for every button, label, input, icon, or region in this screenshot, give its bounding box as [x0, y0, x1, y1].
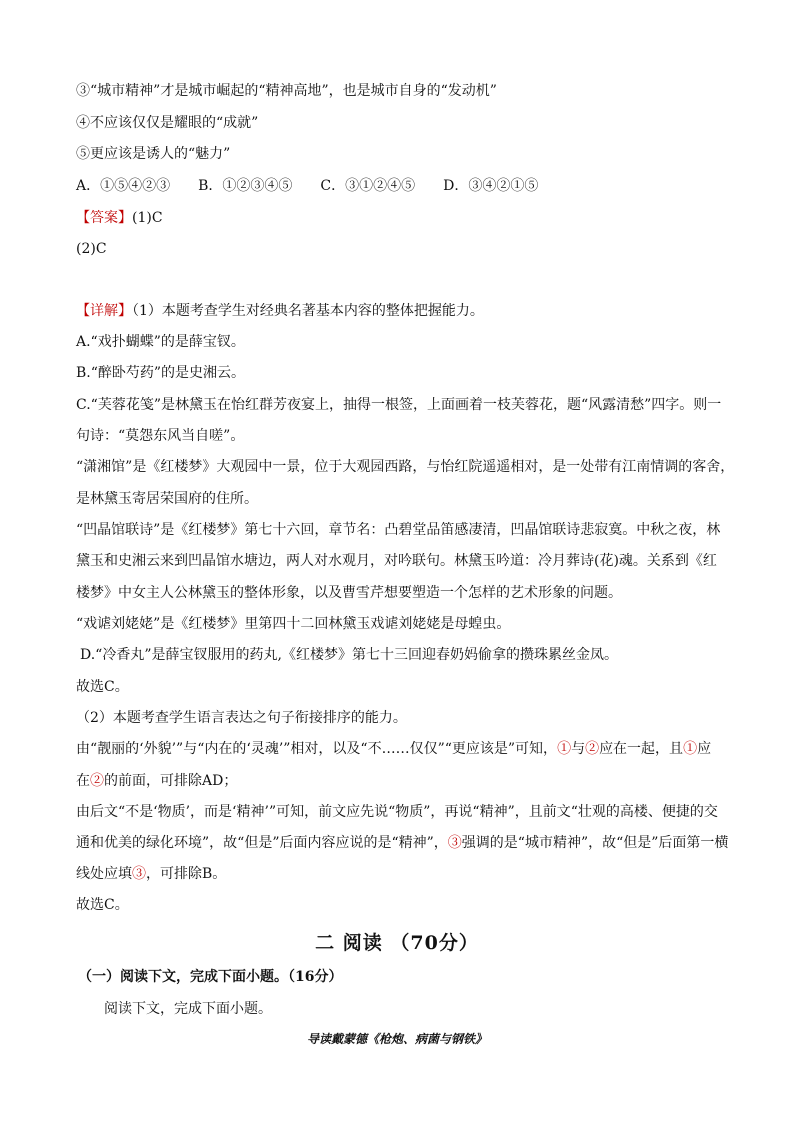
- reason-text: 由“靓丽的‘外貌’”与“内在的‘灵魂’”相对，以及“不……仅仅”“更应该是”可知，: [76, 741, 558, 757]
- option-line-5: ⑤更应该是诱人的“魅力”: [76, 146, 231, 162]
- reason-text: 线处应填: [76, 866, 132, 882]
- xiaoxiang-line1: “潇湘馆”是《红楼梦》大观园中一景，位于大观园西路，与怡红院遥遥相对，是一处带有江南情调的客舍，: [76, 459, 735, 475]
- detail-intro: （1）本题考查学生对经典名著基本内容的整体把握能力。: [132, 303, 484, 319]
- reason-line2: [76, 772, 237, 790]
- answer-label: 【答案】: [76, 210, 132, 226]
- choice-b: B．①②③④⑤: [198, 178, 293, 194]
- reason-line1: [76, 740, 711, 758]
- xiaoxiang-line2: 是林黛玉寄居荣国府的住所。: [76, 491, 258, 507]
- reason-line5: [76, 865, 226, 883]
- answer-2: (2)C: [76, 241, 107, 257]
- aojing-line3: 楼梦》中女主人公林黛玉的整体形象，以及曹雪芹想要塑造一个怎样的艺术形象的问题。: [76, 585, 622, 601]
- detail-label: 【详解】: [76, 303, 132, 319]
- detail-c-line2: 句诗：“莫怨东风当自嗟”。: [76, 428, 245, 444]
- circle-1: ①: [683, 741, 698, 757]
- detail-d: D.“冷香丸”是薛宝钗服用的药丸,《红楼梦》第七十三回迎春奶妈偷拿的攒珠累丝金凤。: [80, 647, 618, 663]
- choice-a: A．①⑤④②③: [76, 178, 171, 194]
- circle-2: ②: [585, 741, 600, 757]
- reason-text: 在: [76, 773, 90, 789]
- reason-text: 强调的是“城市精神”，故“但是”后面第一横: [461, 835, 729, 851]
- aojing-line2: 黛玉和史湘云来到凹晶馆水塘边，两人对水观月，对吟联句。林黛玉吟道：冷月葬诗(花)魂。关系到《红: [76, 553, 717, 569]
- detail-b: B.“醉卧芍药”的是史湘云。: [76, 365, 246, 381]
- xinue-line: “戏谑刘姥姥”是《红楼梦》里第四十二回林黛玉戏谑刘姥姥是母蝗虫。: [76, 616, 511, 632]
- reason-text: 应在一起，且: [599, 741, 684, 757]
- choose-line-1: 故选C。: [76, 679, 129, 695]
- reason-line3: 由后文“不是‘物质’，而是‘精神’”可知，前文应先说“物质”，再说“精神”，且前文“壮观的高楼、便捷的交: [76, 804, 718, 820]
- circle-2: ②: [90, 773, 104, 789]
- circle-3: ③: [447, 835, 462, 851]
- section-heading: 二 阅读 （70分）: [315, 932, 479, 954]
- choice-d: D．③④②①⑤: [443, 178, 539, 194]
- detail-intro-line: [76, 302, 484, 320]
- circle-3: ③: [132, 866, 146, 882]
- reason-text: ，可排除B。: [146, 866, 227, 882]
- answer-line: [76, 209, 163, 227]
- answer-1: (1)C: [132, 210, 163, 226]
- aojing-line1: “凹晶馆联诗”是《红楼梦》第七十六回，章节名：凸碧堂品笛感凄清，凹晶馆联诗悲寂寞。中秋之夜，林: [76, 522, 721, 538]
- reason-text: 应: [697, 741, 712, 757]
- reason-text: 与: [571, 741, 586, 757]
- answer-choices: [76, 177, 538, 195]
- reason-line4: [76, 834, 728, 852]
- detail-c-line1: C.“芙蓉花笺”是林黛玉在怡红群芳夜宴上，抽得一根签，上面画着一枝芙蓉花，题“风露清愁”四字。则一: [76, 397, 722, 413]
- circle-1: ①: [557, 741, 572, 757]
- article-title: 导读戴蒙德《枪炮、病菌与钢铁》: [306, 1032, 487, 1046]
- section-intro: 阅读下文，完成下面小题。: [104, 1001, 272, 1017]
- reason-text: 的前面，可排除AD；: [104, 773, 238, 789]
- choose-line-2: 故选C。: [76, 897, 129, 913]
- detail-part2-intro: （2）本题考查学生语言表达之句子衔接排序的能力。: [76, 710, 407, 726]
- section-subheading: （一）阅读下文，完成下面小题。（16分）: [78, 969, 343, 985]
- reason-text: 通和优美的绿化环境”，故“但是”后面内容应说的是“精神”，: [76, 835, 448, 851]
- choice-c: C．③①②④⑤: [320, 178, 416, 194]
- detail-a: A.“戏扑蝴蝶”的是薛宝钗。: [76, 334, 245, 350]
- option-line-4: ④不应该仅仅是耀眼的“成就”: [76, 115, 259, 131]
- option-line-3: ③“城市精神”才是城市崛起的“精神高地”，也是城市自身的“发动机”: [76, 83, 497, 99]
